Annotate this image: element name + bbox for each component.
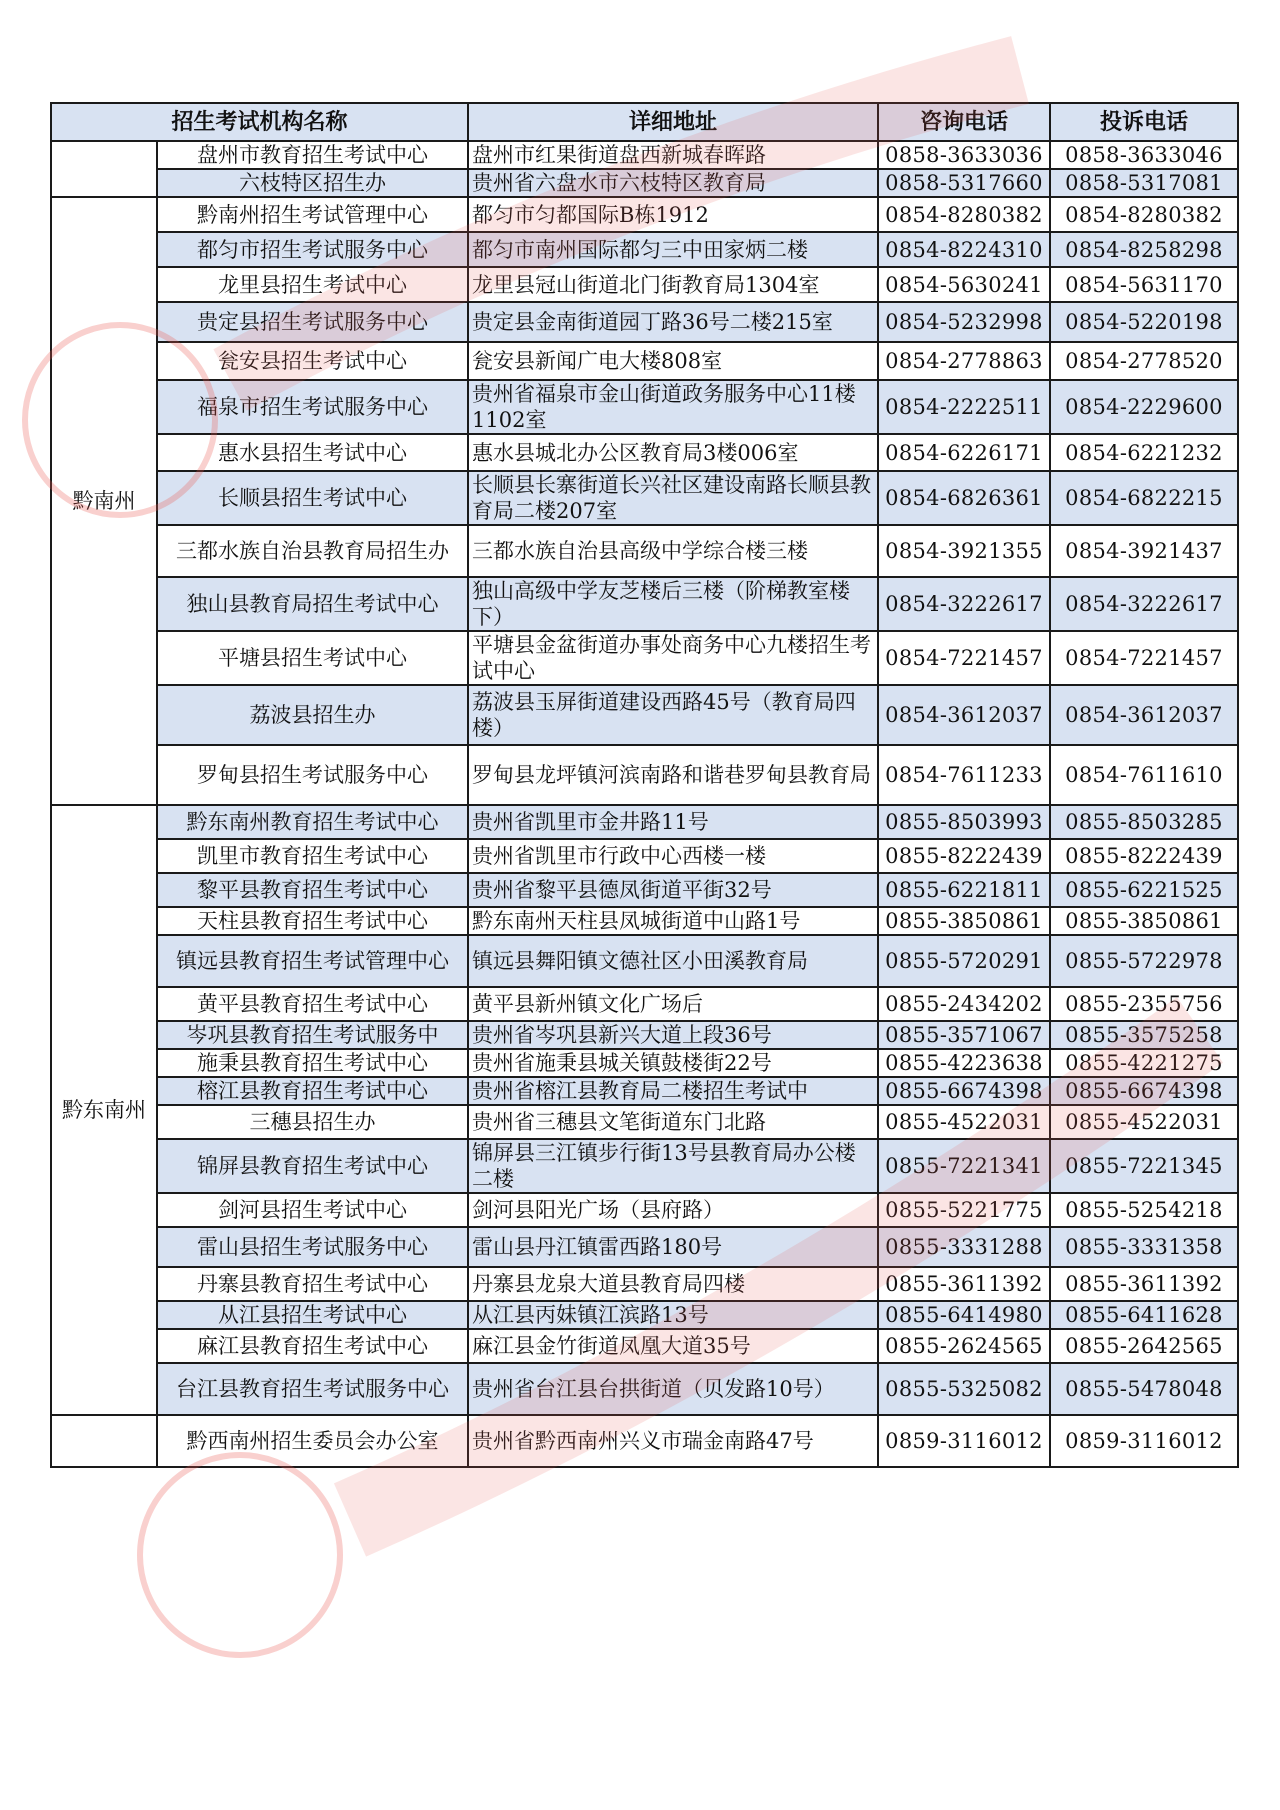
consult-phone-cell: 0854-5630241 xyxy=(878,267,1050,302)
table-row xyxy=(51,197,1238,232)
table-row xyxy=(51,1193,1238,1227)
complaint-phone-cell: 0854-5631170 xyxy=(1050,267,1238,302)
table-row xyxy=(51,267,1238,302)
office-name-cell: 剑河县招生考试中心 xyxy=(157,1193,468,1227)
office-name-cell: 独山县教育局招生考试中心 xyxy=(157,577,468,631)
office-name-cell: 镇远县教育招生考试管理中心 xyxy=(157,935,468,987)
office-name-cell: 瓮安县招生考试中心 xyxy=(157,342,468,380)
complaint-phone-cell: 0855-6221525 xyxy=(1050,873,1238,907)
office-name-cell: 施秉县教育招生考试中心 xyxy=(157,1049,468,1077)
consult-phone-cell: 0855-8222439 xyxy=(878,839,1050,873)
consult-phone-cell: 0858-5317660 xyxy=(878,169,1050,197)
consult-phone-cell: 0854-6226171 xyxy=(878,434,1050,471)
complaint-phone-cell: 0855-4522031 xyxy=(1050,1105,1238,1139)
address-cell: 贵州省岑巩县新兴大道上段36号 xyxy=(468,1021,878,1049)
complaint-phone-cell: 0855-7221345 xyxy=(1050,1139,1238,1193)
consult-phone-cell: 0859-3116012 xyxy=(878,1415,1050,1467)
consult-phone-cell: 0854-8224310 xyxy=(878,232,1050,267)
consult-phone-cell: 0855-7221341 xyxy=(878,1139,1050,1193)
table-row xyxy=(51,1301,1238,1329)
address-cell: 龙里县冠山街道北门街教育局1304室 xyxy=(468,267,878,302)
header-name: 招生考试机构名称 xyxy=(51,103,468,141)
address-cell: 剑河县阳光广场（县府路） xyxy=(468,1193,878,1227)
complaint-phone-cell: 0854-6822215 xyxy=(1050,471,1238,525)
complaint-phone-cell: 0854-2778520 xyxy=(1050,342,1238,380)
office-name-cell: 丹寨县教育招生考试中心 xyxy=(157,1267,468,1301)
consult-phone-cell: 0854-3612037 xyxy=(878,685,1050,745)
office-name-cell: 平塘县招生考试中心 xyxy=(157,631,468,685)
address-cell: 贵州省凯里市行政中心西楼一楼 xyxy=(468,839,878,873)
consult-phone-cell: 0855-5720291 xyxy=(878,935,1050,987)
consult-phone-cell: 0854-5232998 xyxy=(878,302,1050,342)
office-name-cell: 荔波县招生办 xyxy=(157,685,468,745)
address-cell: 贵州省六盘水市六枝特区教育局 xyxy=(468,169,878,197)
table-body xyxy=(51,141,1238,1467)
table-row xyxy=(51,577,1238,631)
address-cell: 三都水族自治县高级中学综合楼三楼 xyxy=(468,525,878,577)
table-row xyxy=(51,1363,1238,1415)
region-cell xyxy=(51,805,157,1415)
complaint-phone-cell: 0854-7611610 xyxy=(1050,745,1238,805)
region-cell xyxy=(51,1415,157,1467)
complaint-phone-cell: 0855-5722978 xyxy=(1050,935,1238,987)
table-row xyxy=(51,907,1238,935)
office-name-cell: 从江县招生考试中心 xyxy=(157,1301,468,1329)
consult-phone-cell: 0854-7611233 xyxy=(878,745,1050,805)
table-row xyxy=(51,685,1238,745)
complaint-phone-cell: 0854-8280382 xyxy=(1050,197,1238,232)
complaint-phone-cell: 0854-3222617 xyxy=(1050,577,1238,631)
consult-phone-cell: 0855-3571067 xyxy=(878,1021,1050,1049)
complaint-phone-cell: 0854-5220198 xyxy=(1050,302,1238,342)
complaint-phone-cell: 0855-3331358 xyxy=(1050,1227,1238,1267)
office-name-cell: 长顺县招生考试中心 xyxy=(157,471,468,525)
office-name-cell: 盘州市教育招生考试中心 xyxy=(157,141,468,169)
table-row xyxy=(51,342,1238,380)
office-name-cell: 黔西南州招生委员会办公室 xyxy=(157,1415,468,1467)
office-name-cell: 凯里市教育招生考试中心 xyxy=(157,839,468,873)
office-name-cell: 榕江县教育招生考试中心 xyxy=(157,1077,468,1105)
office-name-cell: 贵定县招生考试服务中心 xyxy=(157,302,468,342)
consult-phone-cell: 0854-2778863 xyxy=(878,342,1050,380)
complaint-phone-cell: 0854-3921437 xyxy=(1050,525,1238,577)
address-cell: 荔波县玉屏街道建设西路45号（教育局四楼） xyxy=(468,685,878,745)
office-name-cell: 岑巩县教育招生考试服务中 xyxy=(157,1021,468,1049)
table-row xyxy=(51,631,1238,685)
exam-office-contact-table xyxy=(50,102,1239,1468)
consult-phone-cell: 0855-3331288 xyxy=(878,1227,1050,1267)
consult-phone-cell: 0855-8503993 xyxy=(878,805,1050,839)
complaint-phone-cell: 0858-3633046 xyxy=(1050,141,1238,169)
table-row xyxy=(51,1105,1238,1139)
consult-phone-cell: 0854-2222511 xyxy=(878,380,1050,434)
table-row xyxy=(51,1139,1238,1193)
region-label: 黔南州 xyxy=(72,489,136,513)
address-cell: 独山高级中学友芝楼后三楼（阶梯教室楼下） xyxy=(468,577,878,631)
complaint-phone-cell: 0854-7221457 xyxy=(1050,631,1238,685)
complaint-phone-cell: 0855-6674398 xyxy=(1050,1077,1238,1105)
complaint-phone-cell: 0855-4221275 xyxy=(1050,1049,1238,1077)
complaint-phone-cell: 0855-5478048 xyxy=(1050,1363,1238,1415)
office-name-cell: 台江县教育招生考试服务中心 xyxy=(157,1363,468,1415)
address-cell: 瓮安县新闻广电大楼808室 xyxy=(468,342,878,380)
table-row xyxy=(51,169,1238,197)
consult-phone-cell: 0855-4223638 xyxy=(878,1049,1050,1077)
office-name-cell: 黎平县教育招生考试中心 xyxy=(157,873,468,907)
office-name-cell: 黔东南州教育招生考试中心 xyxy=(157,805,468,839)
address-cell: 平塘县金盆街道办事处商务中心九楼招生考试中心 xyxy=(468,631,878,685)
consult-phone-cell: 0854-7221457 xyxy=(878,631,1050,685)
consult-phone-cell: 0855-6414980 xyxy=(878,1301,1050,1329)
table-row xyxy=(51,141,1238,169)
address-cell: 从江县丙妹镇江滨路13号 xyxy=(468,1301,878,1329)
address-cell: 贵州省福泉市金山街道政务服务中心11楼1102室 xyxy=(468,380,878,434)
consult-phone-cell: 0855-5221775 xyxy=(878,1193,1050,1227)
consult-phone-cell: 0855-4522031 xyxy=(878,1105,1050,1139)
office-name-cell: 三穗县招生办 xyxy=(157,1105,468,1139)
complaint-phone-cell: 0859-3116012 xyxy=(1050,1415,1238,1467)
complaint-phone-cell: 0854-6221232 xyxy=(1050,434,1238,471)
region-label: 黔东南州 xyxy=(62,1098,146,1122)
address-cell: 贵州省台江县台拱街道（贝发路10号） xyxy=(468,1363,878,1415)
region-cell xyxy=(51,141,157,197)
table-row xyxy=(51,987,1238,1021)
table-row xyxy=(51,302,1238,342)
office-name-cell: 天柱县教育招生考试中心 xyxy=(157,907,468,935)
complaint-phone-cell: 0855-3575258 xyxy=(1050,1021,1238,1049)
office-name-cell: 雷山县招生考试服务中心 xyxy=(157,1227,468,1267)
table-row xyxy=(51,873,1238,907)
office-name-cell: 锦屏县教育招生考试中心 xyxy=(157,1139,468,1193)
complaint-phone-cell: 0855-6411628 xyxy=(1050,1301,1238,1329)
complaint-phone-cell: 0855-2642565 xyxy=(1050,1329,1238,1363)
complaint-phone-cell: 0855-8503285 xyxy=(1050,805,1238,839)
complaint-phone-cell: 0855-5254218 xyxy=(1050,1193,1238,1227)
consult-phone-cell: 0854-3921355 xyxy=(878,525,1050,577)
header-consult-phone: 咨询电话 xyxy=(878,103,1050,141)
table-row xyxy=(51,805,1238,839)
complaint-phone-cell: 0855-2355756 xyxy=(1050,987,1238,1021)
complaint-phone-cell: 0858-5317081 xyxy=(1050,169,1238,197)
table-header-row xyxy=(51,103,1238,141)
address-cell: 罗甸县龙坪镇河滨南路和谐巷罗甸县教育局 xyxy=(468,745,878,805)
address-cell: 贵州省榕江县教育局二楼招生考试中 xyxy=(468,1077,878,1105)
address-cell: 盘州市红果街道盘西新城春晖路 xyxy=(468,141,878,169)
address-cell: 麻江县金竹街道凤凰大道35号 xyxy=(468,1329,878,1363)
table-row xyxy=(51,1415,1238,1467)
consult-phone-cell: 0855-6674398 xyxy=(878,1077,1050,1105)
office-name-cell: 六枝特区招生办 xyxy=(157,169,468,197)
consult-phone-cell: 0855-2434202 xyxy=(878,987,1050,1021)
table-row xyxy=(51,1227,1238,1267)
address-cell: 贵州省凯里市金井路11号 xyxy=(468,805,878,839)
table-row xyxy=(51,1021,1238,1049)
complaint-phone-cell: 0855-8222439 xyxy=(1050,839,1238,873)
table-row xyxy=(51,471,1238,525)
address-cell: 雷山县丹江镇雷西路180号 xyxy=(468,1227,878,1267)
address-cell: 贵州省黎平县德凤街道平街32号 xyxy=(468,873,878,907)
office-name-cell: 三都水族自治县教育局招生办 xyxy=(157,525,468,577)
consult-phone-cell: 0855-3850861 xyxy=(878,907,1050,935)
address-cell: 都匀市南州国际都匀三中田家炳二楼 xyxy=(468,232,878,267)
office-name-cell: 麻江县教育招生考试中心 xyxy=(157,1329,468,1363)
consult-phone-cell: 0858-3633036 xyxy=(878,141,1050,169)
consult-phone-cell: 0855-2624565 xyxy=(878,1329,1050,1363)
address-cell: 都匀市匀都国际B栋1912 xyxy=(468,197,878,232)
office-name-cell: 罗甸县招生考试服务中心 xyxy=(157,745,468,805)
consult-phone-cell: 0854-6826361 xyxy=(878,471,1050,525)
address-cell: 镇远县舞阳镇文德社区小田溪教育局 xyxy=(468,935,878,987)
table-row xyxy=(51,434,1238,471)
complaint-phone-cell: 0854-3612037 xyxy=(1050,685,1238,745)
consult-phone-cell: 0855-5325082 xyxy=(878,1363,1050,1415)
office-name-cell: 龙里县招生考试中心 xyxy=(157,267,468,302)
office-name-cell: 惠水县招生考试中心 xyxy=(157,434,468,471)
office-name-cell: 黄平县教育招生考试中心 xyxy=(157,987,468,1021)
consult-phone-cell: 0855-3611392 xyxy=(878,1267,1050,1301)
address-cell: 黔东南州天柱县凤城街道中山路1号 xyxy=(468,907,878,935)
header-complaint-phone: 投诉电话 xyxy=(1050,103,1238,141)
consult-phone-cell: 0854-8280382 xyxy=(878,197,1050,232)
office-name-cell: 黔南州招生考试管理中心 xyxy=(157,197,468,232)
table-row xyxy=(51,380,1238,434)
office-name-cell: 都匀市招生考试服务中心 xyxy=(157,232,468,267)
table-row xyxy=(51,1077,1238,1105)
address-cell: 惠水县城北办公区教育局3楼006室 xyxy=(468,434,878,471)
table-row xyxy=(51,935,1238,987)
header-address: 详细地址 xyxy=(468,103,878,141)
address-cell: 锦屏县三江镇步行街13号县教育局办公楼二楼 xyxy=(468,1139,878,1193)
address-cell: 贵定县金南街道园丁路36号二楼215室 xyxy=(468,302,878,342)
region-cell xyxy=(51,197,157,805)
address-cell: 丹寨县龙泉大道县教育局四楼 xyxy=(468,1267,878,1301)
table-row xyxy=(51,1267,1238,1301)
complaint-phone-cell: 0855-3611392 xyxy=(1050,1267,1238,1301)
contact-table-sheet xyxy=(50,102,1237,1468)
table-row xyxy=(51,745,1238,805)
consult-phone-cell: 0854-3222617 xyxy=(878,577,1050,631)
address-cell: 黄平县新州镇文化广场后 xyxy=(468,987,878,1021)
watermark-circle-icon xyxy=(140,1455,340,1655)
office-name-cell: 福泉市招生考试服务中心 xyxy=(157,380,468,434)
complaint-phone-cell: 0855-3850861 xyxy=(1050,907,1238,935)
complaint-phone-cell: 0854-2229600 xyxy=(1050,380,1238,434)
table-row xyxy=(51,1049,1238,1077)
complaint-phone-cell: 0854-8258298 xyxy=(1050,232,1238,267)
address-cell: 贵州省施秉县城关镇鼓楼街22号 xyxy=(468,1049,878,1077)
table-row xyxy=(51,525,1238,577)
address-cell: 贵州省黔西南州兴义市瑞金南路47号 xyxy=(468,1415,878,1467)
table-row xyxy=(51,1329,1238,1363)
address-cell: 长顺县长寨街道长兴社区建设南路长顺县教育局二楼207室 xyxy=(468,471,878,525)
table-row xyxy=(51,839,1238,873)
consult-phone-cell: 0855-6221811 xyxy=(878,873,1050,907)
address-cell: 贵州省三穗县文笔街道东门北路 xyxy=(468,1105,878,1139)
table-row xyxy=(51,232,1238,267)
